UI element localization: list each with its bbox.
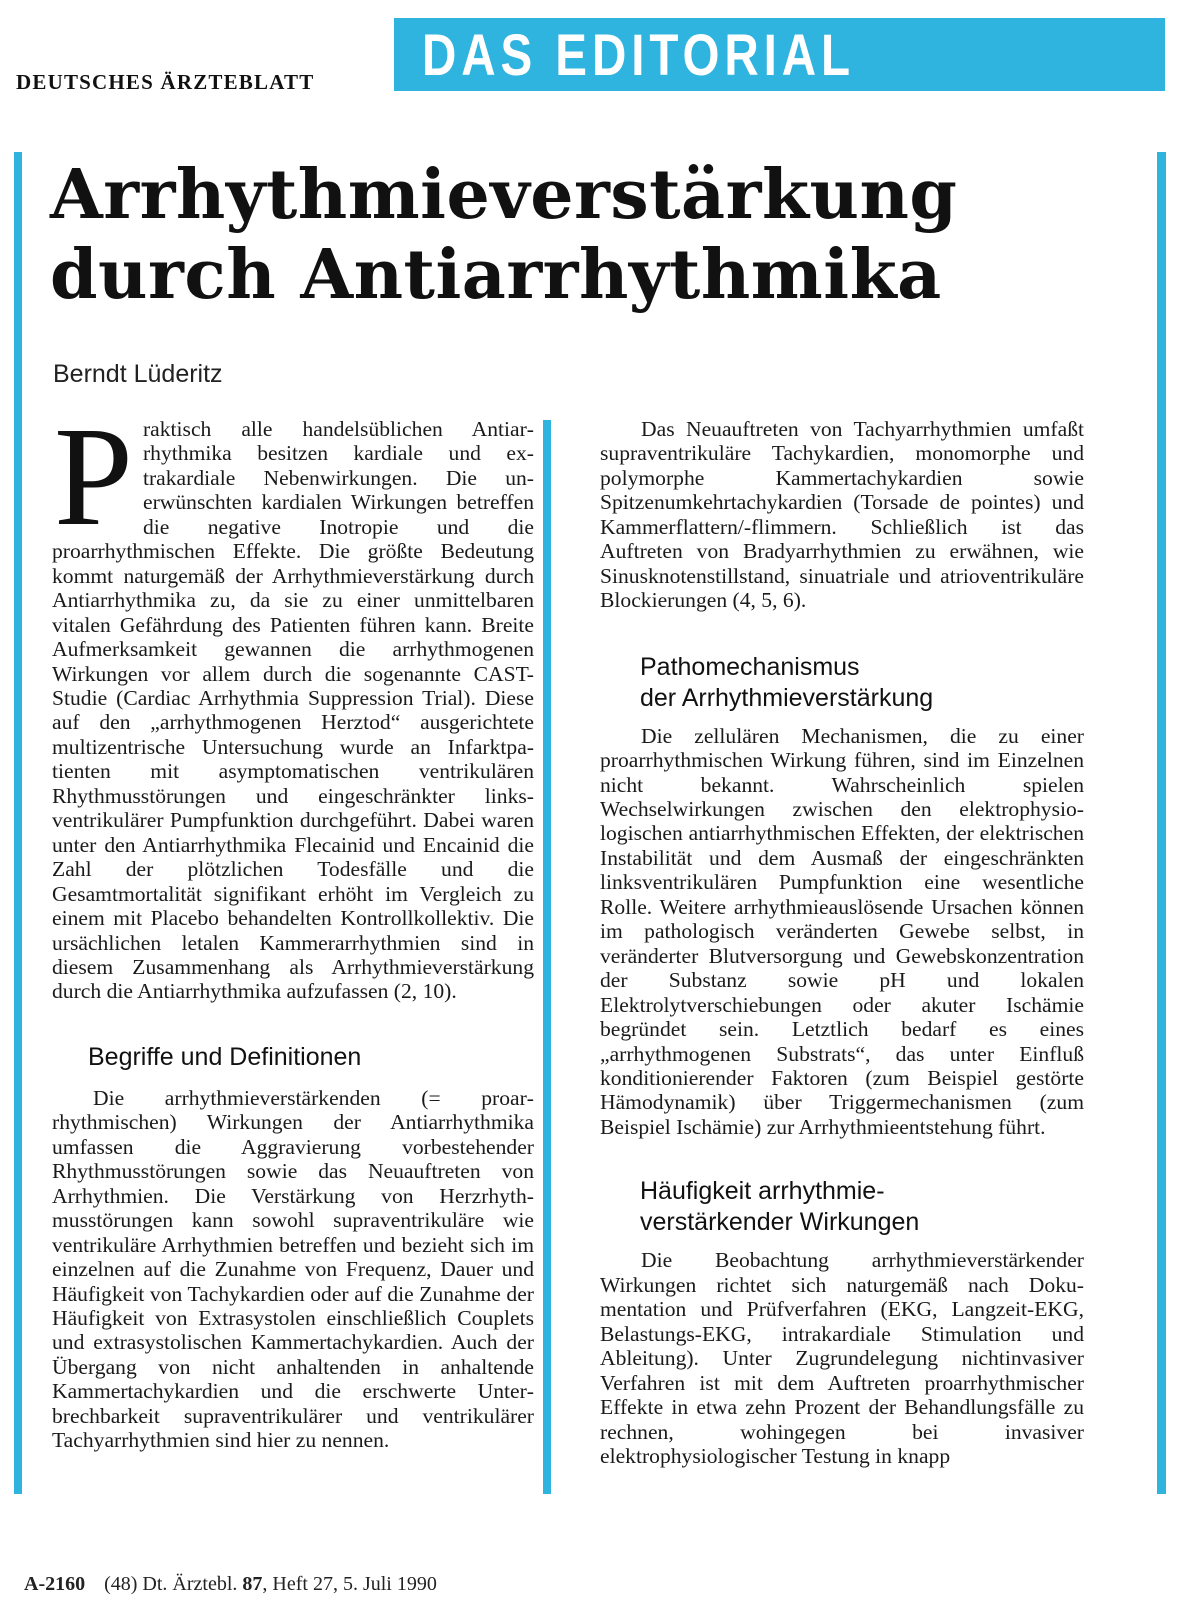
- right-column: [600, 417, 1084, 1468]
- haeufigkeit-heading-line2: verstärkender Wirkungen: [640, 1208, 920, 1237]
- article-title: [50, 155, 957, 315]
- author-name: Berndt Lüderitz: [53, 360, 223, 388]
- pathomechanismus-heading-line2: der Arrhythmieverstärkung: [640, 683, 934, 712]
- section-heading-pathomechanismus: [640, 652, 1084, 714]
- left-column: [52, 397, 534, 1453]
- haeufigkeit-paragraph: Die Beobachtung arrhythmieverstärkender Wirkungen richtet sich naturgemäß nach Dokumentation und Prüfverfahren (EKG, Langzeit-EKG, Belastungs-EKG, intrakardiale Stimulation und Ableitung). Unter Zugrundelegung nichtinvasiver Verfahren ist mit dem Auftreten proarrhythmischer Effekte in etwa zehn Prozent der Behandlungsfälle zu rechnen, wohingegen bei invasiver elektrophysiologischer Testung in knapp: [600, 1248, 1084, 1468]
- citation-suffix: , Heft 27, 5. Juli 1990: [262, 1573, 437, 1595]
- begriffe-paragraph: Die arrhythmieverstärkenden (= proarrhythmischen) Wirkungen der Antiarrhythmika umfassen die Aggravierung vorbestehender Rhythmusstörungen sowie das Neuauftreten von Arrhythmien. Die Verstärkung von Herzrhythmusstörungen kann sowohl supraventrikuläre wie ventrikuläre Arrhythmien betreffen und bezieht sich im einzelnen auf die Zunahme von Frequenz, Dauer und Häufigkeit von Tachykardien oder auf die Zunahme der Häufigkeit von Extrasystolen einschließlich Couplets und extrasystolischen Kammertachykardien. Auch der Übergang von nicht anhaltenden in anhaltende Kammertachykardien und die erschwerte Unterbrechbarkeit supraventrikulärer und ventrikulärer Tachyarrhythmien sind hier zu nennen.: [52, 1085, 534, 1453]
- pathomechanismus-paragraph: Die zellulären Mechanismen, die zu einer proarrhythmischen Wirkung führen, sind im Einzelnen nicht bekannt. Wahrscheinlich spielen Wechselwirkungen zwischen den elektrophysiologischen antiarrhythmischen Effekten, der elektrischen Instabilität und dem Ausmaß der eingeschränkten linksventrikulären Pumpfunktion eine wesentliche Rolle. Weitere arrhythmieauslösende Ursachen können im pathologisch veränderten Gewebe selbst, in veränderter Blutversorgung und Gewebskonzentration der Substanz sowie pH und lokalen Elektrolytverschiebungen oder akuter Ischämie begründet sein. Letztlich bedarf es eines „arrhythmogenen Substrats“, das unter Einfluß konditionierender Faktoren (zum Beispiel gestörte Hämodynamik) über Triggermechanismen (zum Beispiel Ischämie) zur Arrhythmieentstehung führt.: [600, 723, 1084, 1139]
- journal-name: DEUTSCHES ÄRZTEBLATT: [16, 70, 315, 94]
- column-divider-bar: [543, 420, 551, 1494]
- volume-number: 87: [242, 1573, 263, 1595]
- section-banner: [394, 18, 1165, 91]
- page-footer: [24, 1573, 437, 1596]
- section-heading-haeufigkeit: [640, 1176, 1084, 1238]
- article-title-line1: Arrhythmieverstärkung: [50, 155, 958, 235]
- intro-text: raktisch alle handelsüblichen Antiarrhythmika besitzen kardiale und extrakardiale Nebenwirkungen. Die unerwünschten kardialen Wirkungen betreffen die negative Inotropie und die proarrhythmischen Effekte. Die größte Bedeutung kommt naturgemäß der Arrhythmieverstärkung durch Antiarrhythmika zu, da sie zu einer unmittelbaren vitalen Gefährdung des Patienten führen kann. Breite Aufmerksamkeit gewannen die arrhythmogenen Wirkungen vor allem durch die sogenannte CAST-Studie (Cardiac Arrhythmia Suppression Trial). Diese auf den „arrhythmogenen Herztod“ ausgerichtete multizentrische Untersuchung wurde an Infarktpatienten mit asymptomatischen ventrikulären Rhythmusstörungen und eingeschränkter linksventrikulärer Pumpfunktion durchgeführt. Dabei waren unter den Antiarrhythmika Flecainid und Encainid die Zahl der plötzlichen Todesfälle und die Gesamtmortalität signifikant erhöht im Vergleich zu einem mit Placebo behandelten Kontrollkollektiv. Die ursächlichen letalen Kammerarrhythmien sind in diesem Zusammenhang als Arrhythmieverstärkung durch die Antiarrhythmika aufzufassen (2, 10).: [52, 417, 534, 1004]
- accent-bar-left: [14, 152, 22, 1494]
- accent-bar-right: [1157, 152, 1166, 1494]
- haeufigkeit-heading-line1: Häufigkeit arrhythmie-: [640, 1177, 885, 1206]
- drop-cap: P: [54, 397, 133, 555]
- section-banner-label: DAS EDITORIAL: [422, 23, 856, 88]
- page-folio: A-2160: [24, 1573, 86, 1595]
- section-heading-begriffe: Begriffe und Definitionen: [88, 1042, 362, 1071]
- pathomechanismus-heading-line1: Pathomechanismus: [640, 652, 860, 681]
- article-title-line2: durch Antiarrhythmika: [50, 235, 942, 315]
- citation-prefix: (48) Dt. Ärztebl.: [104, 1573, 238, 1595]
- tachyarrhythmien-paragraph: Das Neuauftreten von Tachyarrhythmien umfaßt supraventrikuläre Tachykardien, monomorphe und polymorphe Kammertachykardien sowie Spitzenumkehrtachykardien (Torsade de pointes) und Kammerflattern/-flimmern. Schließlich ist das Auftreten von Bradyarrhythmien zu erwähnen, wie Sinusknotenstillstand, sinuatriale und atrioventrikuläre Blockierungen (4, 5, 6).: [600, 417, 1084, 613]
- intro-paragraph: [52, 397, 534, 1004]
